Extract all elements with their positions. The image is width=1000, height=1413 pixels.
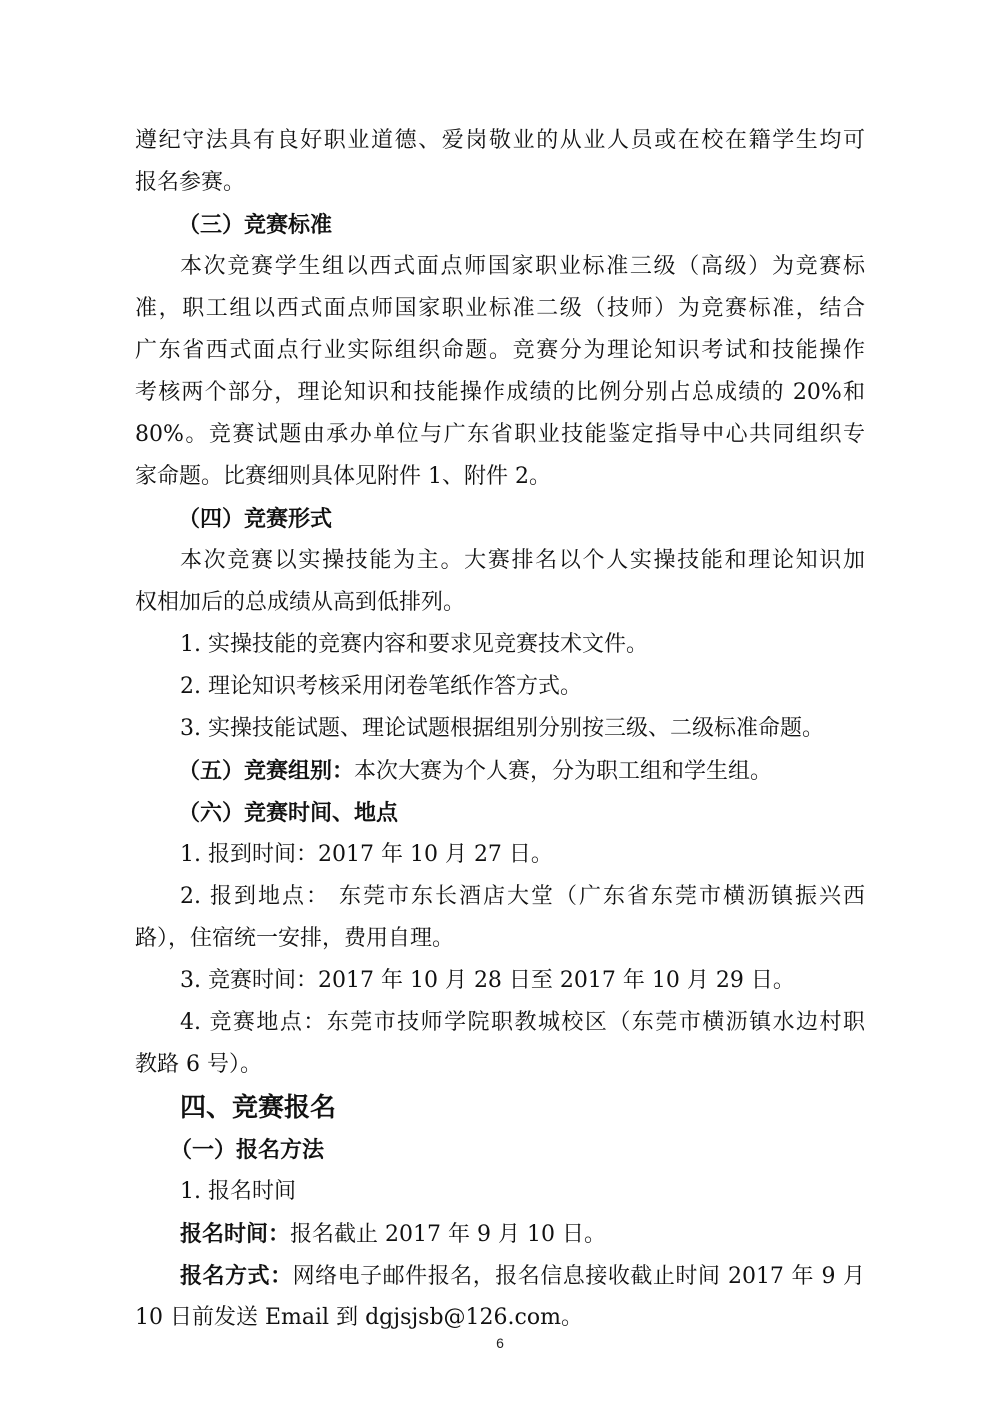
inline-label: 报名时间： [180,1221,291,1247]
list-item: 2. 理论知识考核采用闭卷笔纸作答方式。 [180,674,582,699]
section-heading: （六）竞赛时间、地点 [178,800,399,826]
paragraph-line: 10 日前发送 Email 到 dgjsjsb@126.com。 [135,1305,583,1330]
paragraph-line: 遵纪守法具有良好职业道德、爱岗敬业的从业人员或在校在籍学生均可 [135,128,865,153]
section-heading: （一）报名方法 [170,1137,325,1163]
inline-label: 报名方式： [180,1263,293,1289]
paragraph-line: 80%。竞赛试题由承办单位与广东省职业技能鉴定指导中心共同组织专 [135,422,865,447]
list-item: 1. 报名时间 [180,1179,296,1204]
paragraph-line: 教路 6 号）。 [135,1052,262,1077]
paragraph-line: 本次竞赛以实操技能为主。大赛排名以个人实操技能和理论知识加 [180,548,865,573]
page-number: 6 [496,1335,504,1351]
inline-heading-line [178,751,1000,791]
paragraph-line: 家命题。比赛细则具体见附件 1、附件 2。 [135,464,551,489]
inline-text: 报名截止 2017 年 9 月 10 日。 [290,1222,606,1247]
inline-text: 本次大赛为个人赛，分为职工组和学生组。 [354,759,773,784]
paragraph-line: 权相加后的总成绩从高到低排列。 [135,590,466,615]
inline-label: （五）竞赛组别： [178,758,355,784]
chapter-heading: 四、竞赛报名 [180,1093,337,1123]
list-item: 3. 竞赛时间：2017 年 10 月 28 日至 2017 年 10 月 29 日。 [180,968,795,993]
list-item: 2. 报到地点： 东莞市东长酒店大堂（广东省东莞市横沥镇振兴西 [180,884,865,909]
paragraph-line: 广东省西式面点行业实际组织命题。竞赛分为理论知识考试和技能操作 [135,338,865,363]
paragraph-line: 考核两个部分，理论知识和技能操作成绩的比例分别占总成绩的 20%和 [135,380,865,405]
paragraph-line: 路），住宿统一安排，费用自理。 [135,926,455,951]
list-item: 3. 实操技能试题、理论试题根据组别分别按三级、二级标准命题。 [180,716,824,741]
list-item: 4. 竞赛地点：东莞市技师学院职教城校区（东莞市横沥镇水边村职 [180,1010,865,1035]
list-item: 1. 实操技能的竞赛内容和要求见竞赛技术文件。 [180,632,648,657]
paragraph-line: 本次竞赛学生组以西式面点师国家职业标准三级（高级）为竞赛标 [180,254,865,279]
section-heading: （三）竞赛标准 [178,212,333,238]
inline-text: 网络电子邮件报名，报名信息接收截止时间 2017 年 9 月 [292,1264,865,1289]
inline-heading-line [180,1256,865,1296]
inline-heading-line [180,1214,1000,1254]
section-heading: （四）竞赛形式 [178,506,333,532]
paragraph-line: 准，职工组以西式面点师国家职业标准二级（技师）为竞赛标准，结合 [135,296,865,321]
list-item: 1. 报到时间：2017 年 10 月 27 日。 [180,842,553,867]
paragraph-line: 报名参赛。 [135,170,246,195]
